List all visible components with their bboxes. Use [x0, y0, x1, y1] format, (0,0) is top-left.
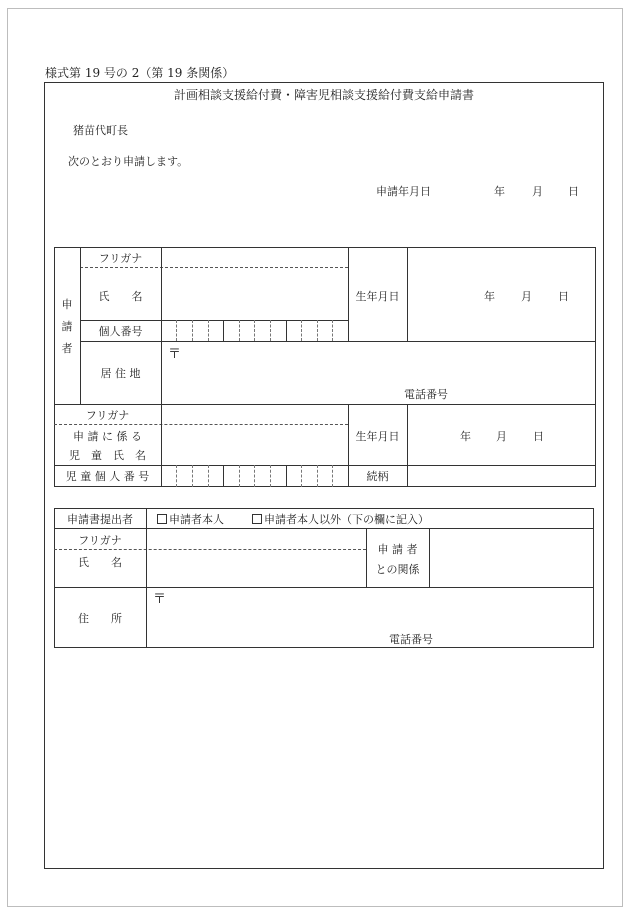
form-code: 様式第 19 号の 2（第 19 条関係） — [45, 66, 235, 80]
applicant-section-label-2: 請 — [61, 320, 73, 333]
child-personal-number-label: 児 童 個 人 番 号 — [65, 470, 150, 483]
child-furigana-label: フリガナ — [85, 409, 130, 422]
application-date-month[interactable]: 月 — [532, 185, 543, 198]
applicant-address-input[interactable] — [162, 342, 595, 404]
submitter-option-other[interactable] — [252, 513, 429, 526]
child-birth-year: 年 — [460, 430, 471, 443]
submitter-address-label: 住 所 — [78, 612, 122, 625]
applicant-postal-mark: 〒 — [168, 347, 182, 362]
applicant-personal-number-label: 個人番号 — [98, 325, 143, 338]
submitter-option-other-label: 申請者本人以外（下の欄に記入） — [264, 513, 429, 526]
child-birth-month: 月 — [496, 430, 507, 443]
submitter-name-label: 氏 名 — [78, 556, 122, 569]
applicant-section-label-1: 申 — [61, 298, 73, 311]
submitter-relation-input[interactable] — [430, 529, 593, 587]
addressee: 猪苗代町長 — [73, 124, 128, 137]
applicant-name-label: 氏 名 — [98, 290, 143, 303]
submitter-option-self-label: 申請者本人 — [169, 513, 224, 526]
applicant-name-input[interactable] — [162, 268, 347, 320]
application-date-day[interactable]: 日 — [568, 185, 579, 198]
checkbox-self[interactable] — [157, 514, 167, 524]
child-birth-label: 生年月日 — [355, 430, 400, 443]
submitter-phone-label: 電話番号 — [389, 633, 433, 646]
applicant-phone-label: 電話番号 — [404, 388, 448, 401]
applicant-birth-month: 月 — [521, 290, 532, 303]
applicant-birth-label: 生年月日 — [355, 290, 400, 303]
child-relation-label: 続柄 — [366, 470, 389, 483]
child-birth-day: 日 — [533, 430, 544, 443]
submitter-name-input[interactable] — [147, 550, 365, 587]
child-relation-input[interactable] — [408, 466, 595, 486]
submitter-furigana-input[interactable] — [147, 529, 365, 549]
child-furigana-input[interactable] — [162, 405, 347, 424]
child-name-input[interactable] — [162, 425, 347, 465]
submitter-relation-label-line2: との関係 — [375, 563, 420, 576]
submitter-address-input[interactable] — [147, 588, 593, 647]
submitter-relation-label-line1: 申 請 者 — [377, 543, 418, 556]
applicant-address-label: 居 住 地 — [100, 367, 141, 380]
applicant-birth-input[interactable] — [408, 248, 595, 341]
submitter-option-self[interactable] — [157, 513, 224, 526]
applicant-birth-day: 日 — [558, 290, 569, 303]
applicant-birth-year: 年 — [484, 290, 495, 303]
form-title: 計画相談支援給付費・障害児相談支援給付費支給申請書 — [173, 88, 474, 102]
child-name-label-line2: 児 童 氏 名 — [69, 449, 146, 462]
submitter-label: 申請書提出者 — [67, 513, 133, 526]
child-birth-input[interactable] — [408, 405, 595, 465]
applicant-furigana-input[interactable] — [162, 248, 347, 267]
submitter-furigana-label: フリガナ — [78, 534, 122, 547]
submitter-postal-mark: 〒 — [153, 592, 167, 607]
checkbox-other[interactable] — [252, 514, 262, 524]
applicant-section-label-3: 者 — [61, 342, 73, 355]
child-name-label-line1: 申 請 に 係 る — [73, 430, 142, 443]
application-date-year[interactable]: 年 — [494, 185, 505, 198]
application-date-label: 申請年月日 — [376, 185, 431, 198]
intro-text: 次のとおり申請します。 — [68, 155, 189, 168]
applicant-furigana-label: フリガナ — [98, 252, 143, 265]
